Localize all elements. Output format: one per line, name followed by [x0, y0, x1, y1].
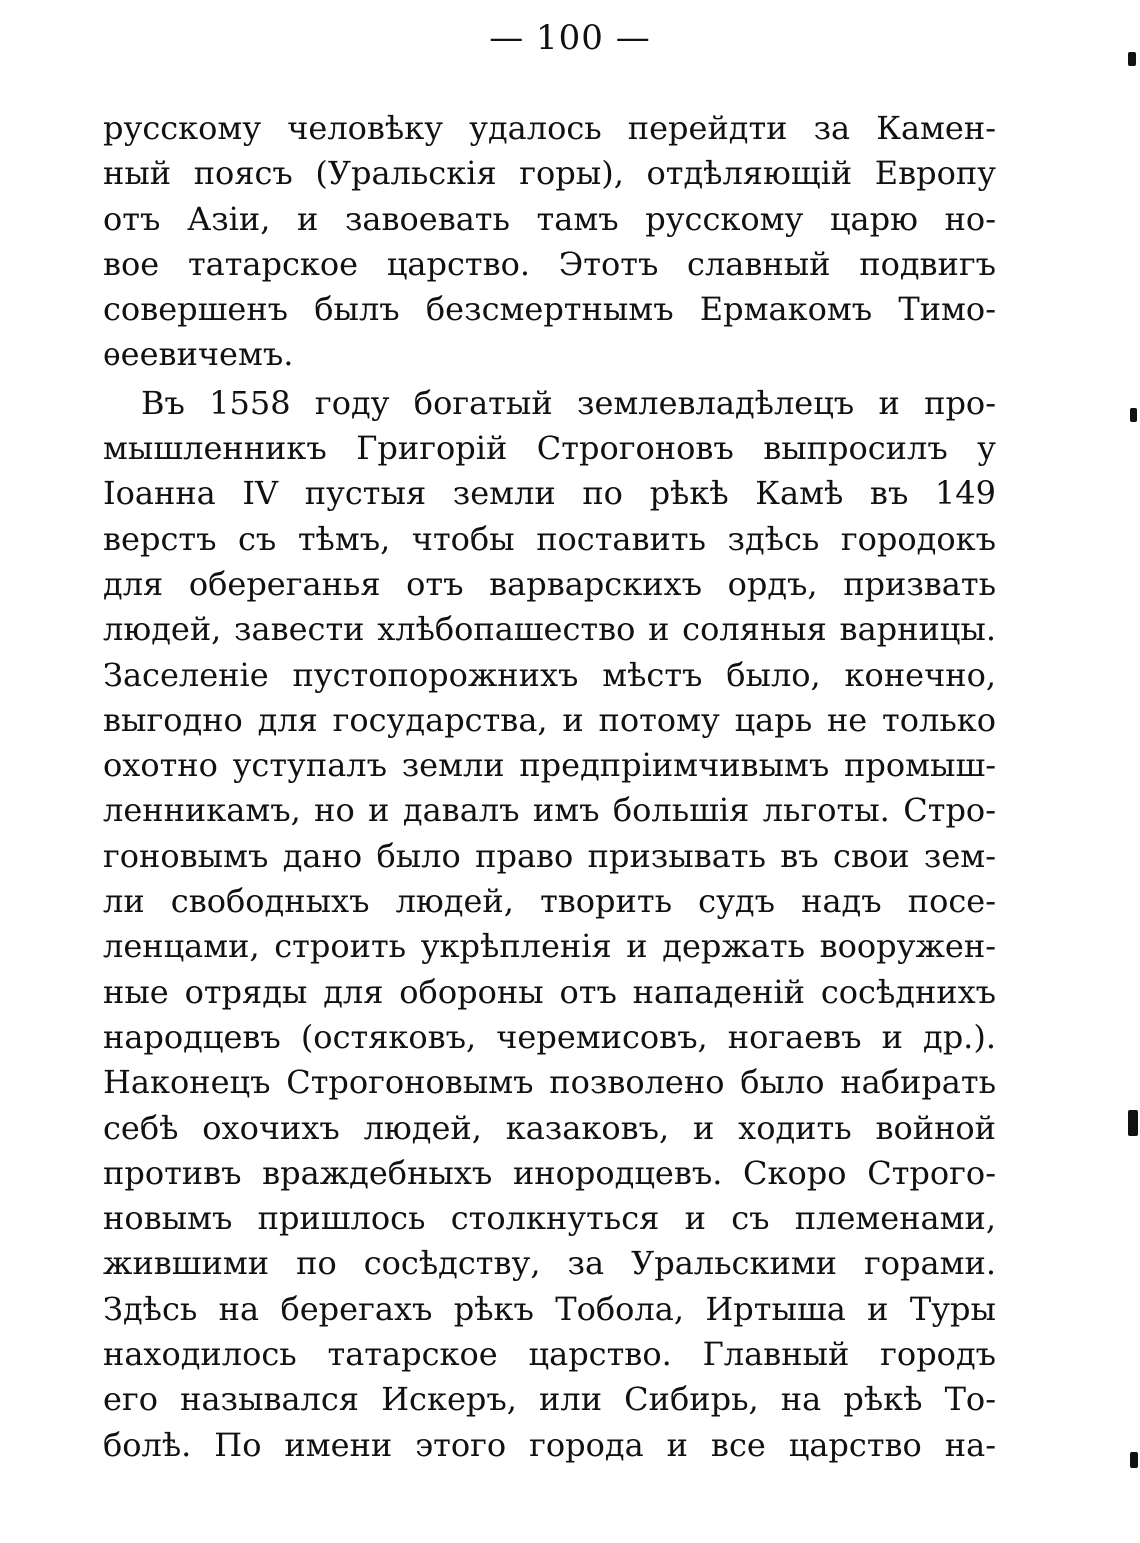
text-line: людей, завести хлѣбопашество и соляныя варницы. — [103, 610, 996, 649]
paragraph-2 — [103, 381, 996, 1468]
text-line: охотно уступалъ земли предпріимчивымъ промыш- — [103, 746, 996, 785]
text-line: Заселеніе пустопорожнихъ мѣстъ было, конечно, — [103, 655, 996, 694]
text-line: мышленникъ Григорій Строгоновъ выпросилъ у — [103, 429, 996, 468]
scan-speck — [1128, 1110, 1138, 1136]
text-line: противъ враждебныхъ инородцевъ. Скоро Строго- — [103, 1153, 996, 1192]
text-line: верстъ съ тѣмъ, чтобы поставить здѣсь городокъ — [103, 519, 996, 558]
text-line: выгодно для государства, и потому царь не только — [103, 700, 996, 739]
body-text — [103, 106, 996, 1468]
text-line: ный поясъ (Уральскія горы), отдѣляющій Европу — [103, 154, 996, 193]
text-line: болѣ. По имени этого города и все царство на- — [103, 1425, 996, 1464]
scan-speck — [1128, 52, 1136, 66]
scan-speck — [1130, 1452, 1138, 1468]
text-line: для обереганья отъ варварскихъ ордъ, призвать — [103, 564, 996, 603]
text-line: ѳеевичемъ. — [103, 335, 294, 374]
text-line: ленникамъ, но и давалъ имъ большія льготы. Стро- — [103, 791, 996, 830]
text-line: ленцами, строить укрѣпленія и держать вооружен- — [103, 927, 996, 966]
scan-speck — [1130, 408, 1137, 422]
text-line: совершенъ былъ безсмертнымъ Ермакомъ Тимо- — [103, 290, 996, 329]
text-line: жившими по сосѣдству, за Уральскими горами. — [103, 1244, 996, 1283]
page-number: — 100 — — [489, 18, 651, 58]
text-line: отъ Азіи, и завоевать тамъ русскому царю но- — [103, 199, 996, 238]
text-line: гоновымъ дано было право призывать въ свои зем- — [103, 836, 996, 875]
text-line: Въ 1558 году богатый землевладѣлецъ и про- — [141, 383, 996, 422]
text-line: русскому человѣку удалось перейдти за Камен- — [103, 109, 996, 147]
text-line: Наконецъ Строгоновымъ позволено было набирать — [103, 1063, 996, 1102]
paragraph-1 — [103, 106, 996, 378]
text-line: себѣ охочихъ людей, казаковъ, и ходить войной — [103, 1108, 996, 1147]
text-line: народцевъ (остяковъ, черемисовъ, ногаевъ и др.). — [103, 1017, 996, 1056]
text-line: ные отряды для обороны отъ нападеній сосѣднихъ — [103, 972, 996, 1011]
text-line: Іоанна IV пустыя земли по рѣкѣ Камѣ въ 149 — [103, 474, 996, 513]
text-line: новымъ пришлось столкнуться и съ племенами, — [103, 1199, 996, 1238]
text-line: его назывался Искеръ, или Сибирь, на рѣкѣ То- — [103, 1380, 996, 1419]
text-line: ли свободныхъ людей, творить судъ надъ посе- — [103, 882, 996, 921]
text-line: находилось татарское царство. Главный городъ — [103, 1335, 996, 1374]
text-line: Здѣсь на берегахъ рѣкъ Тобола, Иртыша и Туры — [103, 1289, 996, 1328]
text-line: вое татарское царство. Этотъ славный подвигъ — [103, 244, 996, 283]
